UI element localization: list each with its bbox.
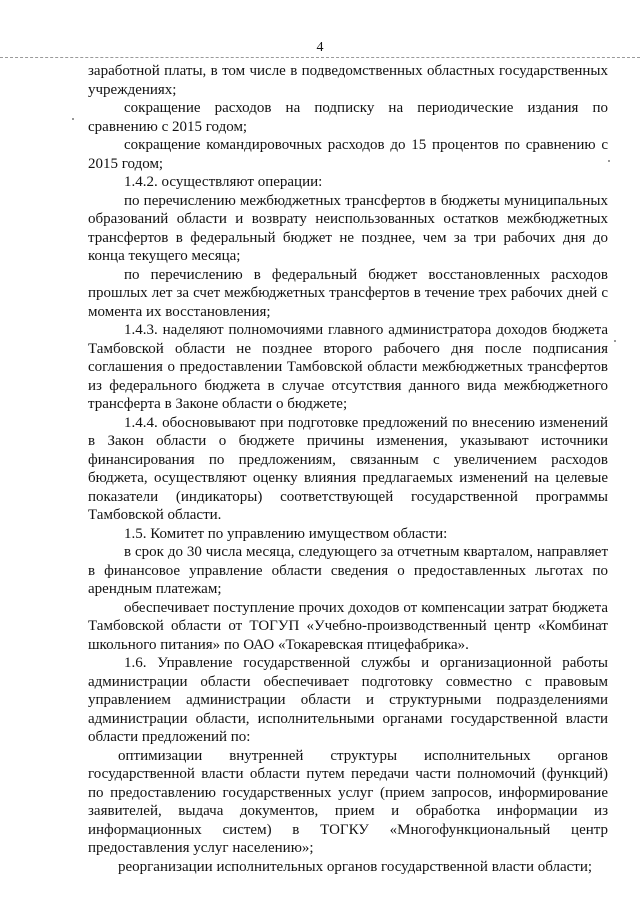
paragraph-1-4-3: 1.4.3. наделяют полномочиями главного администратора доходов бюджета Тамбовской области не позднее второго рабочего дня после подписания соглашения о предоставлении Тамбовской области межбюджетных трансфертов из федерального бюджета в случае отсутствия данного вида межбюджетного трансферта в Законе области о бюджете; bbox=[88, 322, 608, 412]
paragraph-transfers-federal: по перечислению в федеральный бюджет восстановленных расходов прошлых лет за счет межбюджетных трансфертов в течение трех рабочих дней с момента их восстановления; bbox=[88, 266, 608, 320]
paragraph-rent-benefits: в срок до 30 числа месяца, следующего за отчетным кварталом, направляет в финансовое управление области сведения о предоставленных льготах по арендным платежам; bbox=[88, 544, 608, 597]
scan-speck bbox=[614, 340, 616, 342]
paragraph-1-5: 1.5. Комитет по управлению имуществом области: bbox=[124, 525, 448, 542]
paragraph-1-4-2: 1.4.2. осуществляют операции: bbox=[124, 174, 323, 190]
paragraph-transfers-municipal: по перечислению межбюджетных трансфертов в бюджеты муниципальных образований области и возврату неиспользованных остатков межбюджетных трансфертов в федеральный бюджет не позднее, чем за три рабочих дня до конца текущего месяца; bbox=[88, 192, 608, 264]
paragraph-reorganization: реорганизации исполнительных органов государственной власти области; bbox=[118, 858, 593, 875]
paragraph-1-6: 1.6. Управление государственной службы и организационной работы администрации области обеспечивает подготовку совместно с правовым управлением администрации области и структурными подразделениями администрации области, исполнительными органами государственной власти области предложений по: bbox=[88, 655, 608, 745]
paragraph-1-4-4: 1.4.4. обосновывают при подготовке предложений по внесению изменений в Закон области о бюджете причины изменения, указывают источники финансирования по предложениям, связанным с увеличением расходов бюджета, осуществляют оценку влияния предлагаемых изменений на целевые показатели (индикаторы) соответствующей государственной программы Тамбовской области. bbox=[88, 414, 608, 523]
paragraph-subscription-costs: сокращение расходов на подписку на периодические издания по сравнению с 2015 годом; bbox=[88, 100, 608, 135]
scan-speck bbox=[72, 118, 74, 120]
scan-edge-line bbox=[0, 57, 640, 58]
paragraph-other-income: обеспечивает поступление прочих доходов от компенсации затрат бюджета Тамбовской области от ТОГУП «Учебно-производственный центр «Комбинат школьного питания» по ОАО «Токаревская птицефабрика». bbox=[88, 599, 608, 653]
paragraph-travel-costs: сокращение командировочных расходов до 15 процентов по сравнению с 2015 годом; bbox=[88, 137, 608, 172]
document-body bbox=[88, 62, 608, 876]
scan-speck bbox=[608, 160, 610, 162]
paragraph-optimization: оптимизации внутренней структуры исполнительных органов государственной власти области путем передачи части полномочий (функций) по предоставлению государственных услуг (прием запросов, информирование заявителей, выдача документов, прием и обработка информации из информационных систем) в ТОГКУ «Многофункциональный центр предоставления услуг населению»; bbox=[88, 747, 608, 856]
paragraph-salary-continuation: заработной платы, в том числе в подведомственных областных государственных учреждениях; bbox=[88, 63, 608, 98]
page-number: 4 bbox=[316, 40, 324, 55]
